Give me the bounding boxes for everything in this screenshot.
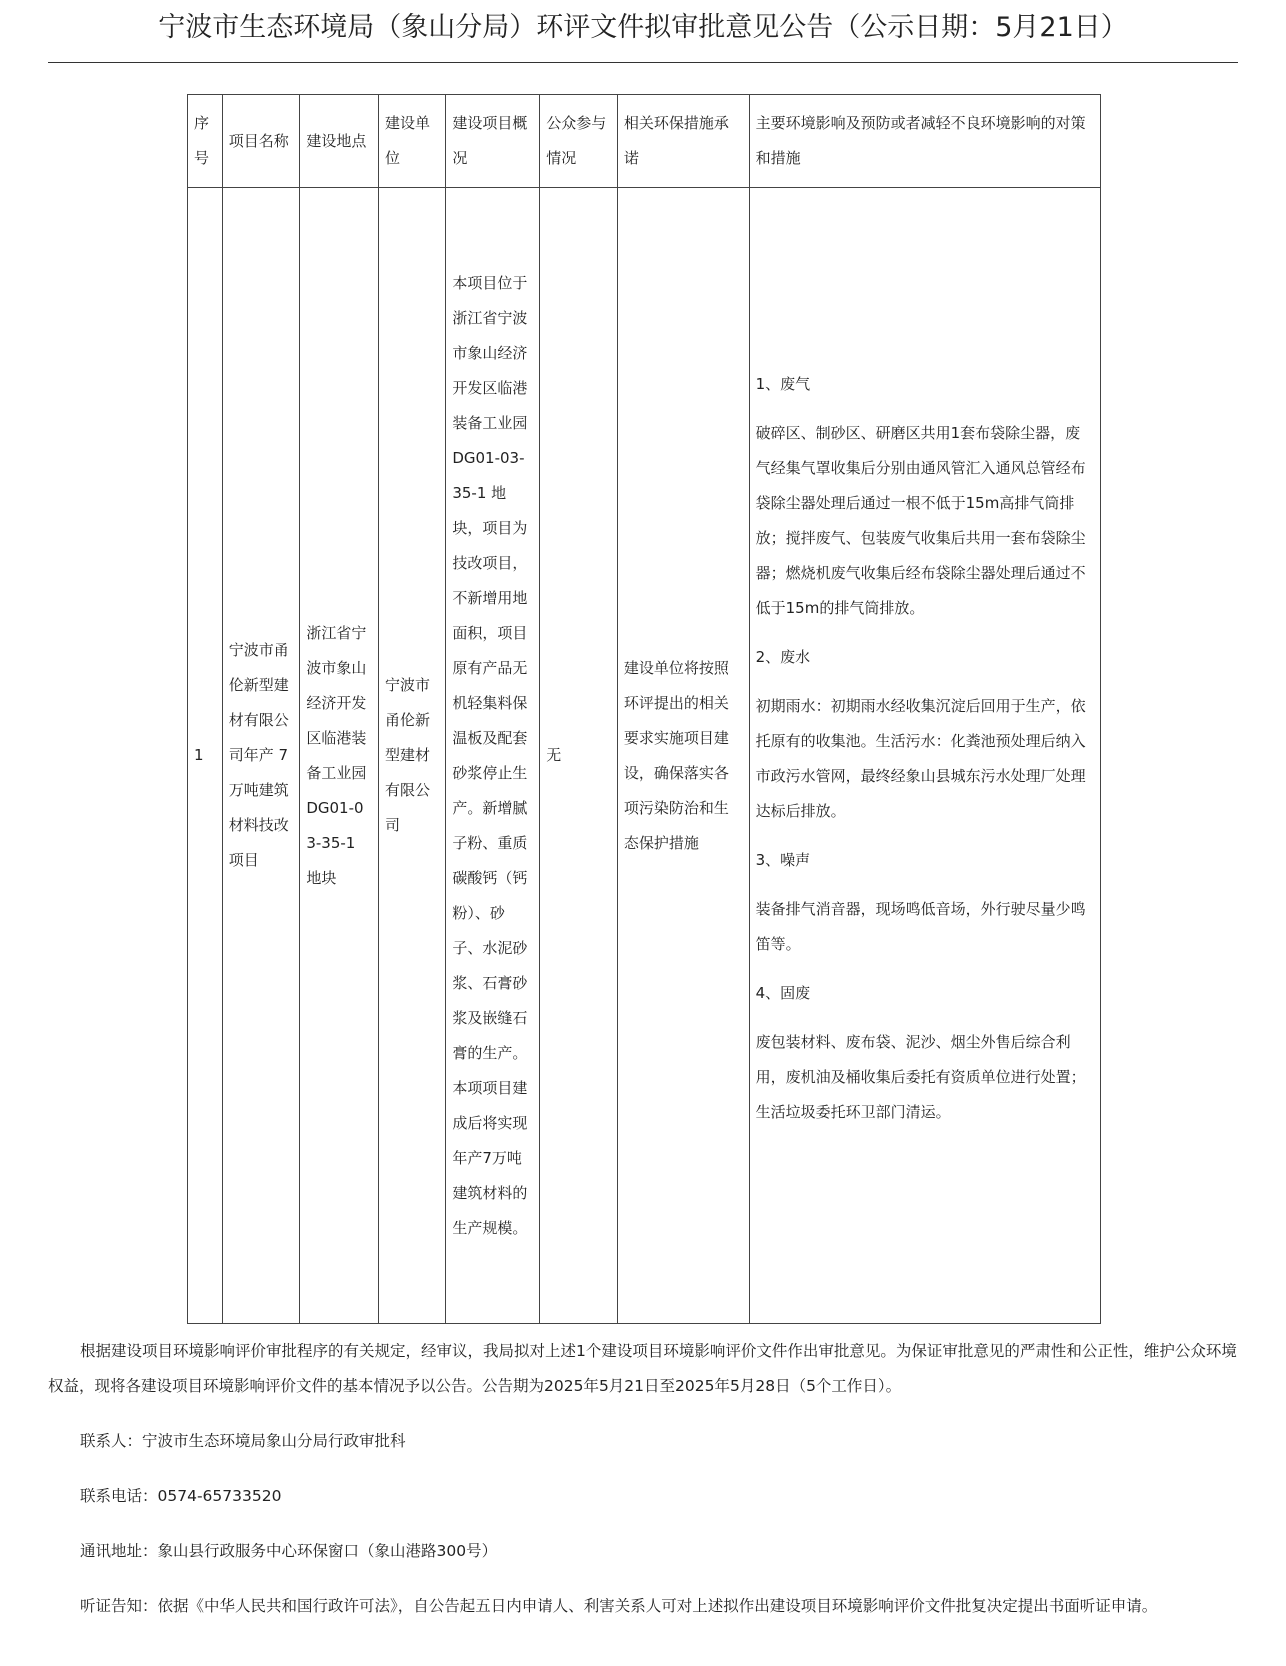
cell-commitment: 建设单位将按照环评提出的相关要求实施项目建设，确保落实各项污染防治和生态保护措施 [617,188,749,1324]
header-project-name: 项目名称 [222,95,300,188]
measures-gas-text: 破碎区、制砂区、研磨区共用1套布袋除尘器，废气经集气罩收集后分别由通风管汇入通风总管经布袋除尘器处理后通过一根不低于15m高排气筒排放；搅拌废气、包装废气收集后共用一套布袋除尘器；燃烧机废气收集后经布袋除尘器处理后通过不低于15m的排气筒排放。 [755,424,1086,617]
cell-location: 浙江省宁波市象山经济开发区临港装备工业园DG01-03-35-1 地块 [300,188,379,1324]
cell-seq: 1 [188,188,223,1324]
title-divider [48,62,1238,63]
header-public-participation: 公众参与情况 [540,95,618,188]
header-location: 建设地点 [300,95,379,188]
measures-noise-heading: 3、噪声 [755,851,811,869]
cell-overview: 本项目位于浙江省宁波市象山经济开发区临港装备工业园DG01-03-35-1 地块，项目为技改项目，不新增用地面积，项目原有产品无机轻集料保温板及配套砂浆停止生产。新增腻子粉、重质碳酸钙（钙粉）、砂子、水泥砂浆、石膏砂浆及嵌缝石膏的生产。本项项目建成后将实现年产7万吨建筑材料的生产规模。 [446,188,540,1324]
header-measures: 主要环境影响及预防或者减轻不良环境影响的对策和措施 [749,95,1100,188]
notice-paragraph: 根据建设项目环境影响评价审批程序的有关规定，经审议，我局拟对上述1个建设项目环境影响评价文件作出审批意见。为保证审批意见的严肃性和公正性，维护公众环境权益，现将各建设项目环境影响评价文件的基本情况予以公告。公告期为2025年5月21日至2025年5月28日（5个工作日）。 [48,1342,1237,1395]
measures-noise-text: 装备排气消音器，现场鸣低音场，外行驶尽量少鸣笛等。 [755,900,1086,953]
measures-solid-heading: 4、固废 [755,984,811,1002]
contact-address: 通讯地址：象山县行政服务中心环保窗口（象山港路300号） [80,1542,498,1560]
notice-section [48,1334,1238,1624]
contact-person: 联系人：宁波市生态环境局象山分局行政审批科 [80,1432,406,1450]
header-commitment: 相关环保措施承诺 [617,95,749,188]
header-seq: 序号 [188,95,223,188]
cell-construction-unit: 宁波市甬伦新型建材有限公司 [378,188,445,1324]
contact-phone: 联系电话：0574-65733520 [80,1487,282,1505]
measures-solid-text: 废包装材料、废布袋、泥沙、烟尘外售后综合利用，废机油及桶收集后委托有资质单位进行处置；生活垃圾委托环卫部门清运。 [755,1033,1086,1121]
approval-table [187,94,1101,1324]
header-overview: 建设项目概况 [446,95,540,188]
cell-project-name: 宁波市甬伦新型建材有限公司年产 7 万吨建筑材料技改项目 [222,188,300,1324]
cell-public-participation: 无 [540,188,618,1324]
measures-water-heading: 2、废水 [755,648,811,666]
table-header-row [188,95,1101,188]
measures-gas-heading: 1、废气 [755,375,811,393]
table-row [188,188,1101,1324]
measures-water-text: 初期雨水：初期雨水经收集沉淀后回用于生产，依托原有的收集池。生活污水：化粪池预处理后纳入市政污水管网，最终经象山县城东污水处理厂处理达标后排放。 [755,697,1086,820]
cell-measures [749,188,1100,1324]
hearing-notice: 听证告知：依据《中华人民共和国行政许可法》，自公告起五日内申请人、利害关系人可对上述拟作出建设项目环境影响评价文件批复决定提出书面听证申请。 [80,1597,1158,1615]
page-title: 宁波市生态环境局（象山分局）环评文件拟审批意见公告（公示日期：5月21日） [158,12,1128,43]
header-construction-unit: 建设单位 [378,95,445,188]
